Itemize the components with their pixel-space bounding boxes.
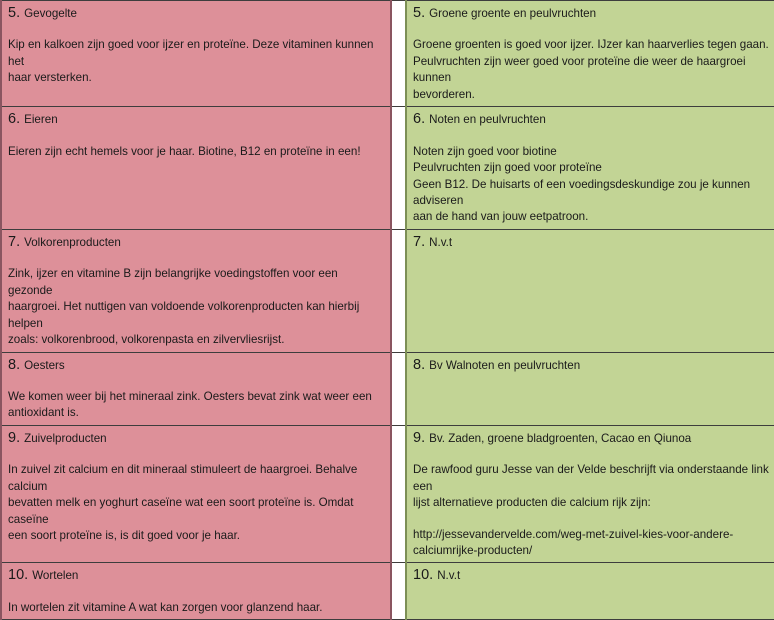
body-line: antioxidant is. xyxy=(8,406,79,420)
external-link[interactable] xyxy=(413,527,774,560)
body-line: De rawfood guru Jesse van der Velde beschrijft via onderstaande link een xyxy=(413,463,769,493)
body-line: We komen weer bij het mineraal zink. Oesters bevat zink wat weer een xyxy=(8,389,372,403)
table-cell-left xyxy=(1,1,391,107)
item-title: Zuivelproducten xyxy=(24,431,107,445)
table-cell-right xyxy=(406,1,774,107)
cell-heading xyxy=(413,356,774,374)
item-number: 5. xyxy=(413,5,430,21)
table-cell-left xyxy=(1,352,391,425)
table-row xyxy=(1,229,774,352)
body-line: haargroei. Het nuttigen van voldoende volkorenproducten kan hierbij helpen xyxy=(8,300,360,330)
body-line: bevorderen. xyxy=(413,87,475,101)
cell-heading xyxy=(413,233,774,251)
body-line: In wortelen zit vitamine A wat kan zorgen voor glanzend haar. xyxy=(8,600,323,614)
cell-body xyxy=(8,37,383,86)
body-line: Kip en kalkoen zijn goed voor ijzer en proteïne. Deze vitaminen kunnen het xyxy=(8,38,374,68)
body-line: haar versterken. xyxy=(8,71,92,85)
body-line: Zink, ijzer en vitamine B zijn belangrijke voedingstoffen voor een gezonde xyxy=(8,267,338,297)
item-title: Noten en peulvruchten xyxy=(429,113,546,127)
item-title: Bv. Zaden, groene bladgroenten, Cacao en Qiunoa xyxy=(429,431,692,445)
cell-heading xyxy=(8,356,383,374)
body-line: Peulvruchten zijn goed voor proteïne xyxy=(413,161,602,175)
body-line: Geen B12. De huisarts of een voedingsdeskundige zou je kunnen adviseren xyxy=(413,177,751,207)
body-line: lijst alternatieve producten die calcium rijk zijn: xyxy=(413,496,651,510)
spacer xyxy=(413,22,774,37)
item-title: Groene groente en peulvruchten xyxy=(429,7,597,20)
body-line: In zuivel zit calcium en dit mineraal stimuleert de haargroei. Behalve calcium xyxy=(8,463,358,493)
cell-body xyxy=(8,600,383,616)
item-title: N.v.t xyxy=(437,569,461,583)
column-gap xyxy=(391,229,406,352)
table-cell-right xyxy=(406,563,774,620)
table-cell-left xyxy=(1,229,391,352)
item-number: 9. xyxy=(413,429,430,446)
cell-body xyxy=(413,144,774,226)
table-row xyxy=(1,352,774,425)
link-line: http://jessevandervelde.com/weg-met-zuivel-kies-voor-andere- xyxy=(413,527,734,541)
cell-heading xyxy=(8,429,383,447)
spacer xyxy=(8,129,383,144)
body-line: Peulvruchten zijn weer goed voor proteïne die weer de haargroei kunnen xyxy=(413,54,746,85)
table-row xyxy=(1,1,774,107)
item-number: 9. xyxy=(8,429,25,446)
cell-body xyxy=(8,266,383,348)
spacer xyxy=(8,374,383,389)
spacer xyxy=(413,129,774,144)
item-number: 8. xyxy=(8,356,25,373)
cell-heading xyxy=(8,566,383,584)
table-cell-left xyxy=(1,107,391,230)
item-number: 7. xyxy=(8,233,25,250)
item-title: Oesters xyxy=(24,358,65,372)
item-title: Bv Walnoten en peulvruchten xyxy=(429,358,581,372)
body-line: Noten zijn goed voor biotine xyxy=(413,144,557,158)
item-number: 10. xyxy=(413,567,438,584)
item-title: N.v.t xyxy=(429,235,453,249)
spacer xyxy=(8,585,383,600)
cell-heading xyxy=(413,4,774,22)
cell-heading xyxy=(413,566,774,584)
item-title: Wortelen xyxy=(32,569,79,583)
body-line: bevatten melk en yoghurt caseïne wat een soort proteïne is. Omdat caseïne xyxy=(8,496,354,526)
table-cell-left xyxy=(1,563,391,620)
item-number: 8. xyxy=(413,356,430,373)
body-line: aan de hand van jouw eetpatroon. xyxy=(413,210,589,224)
cell-heading xyxy=(8,4,383,22)
cell-body xyxy=(8,462,383,544)
item-number: 6. xyxy=(8,111,25,128)
cell-body xyxy=(413,462,774,511)
table-cell-right xyxy=(406,425,774,563)
link-line: calciumrijke-producten/ xyxy=(413,544,533,558)
body-line: Eieren zijn echt hemels voor je haar. Biotine, B12 en proteïne in een! xyxy=(8,144,361,158)
spacer xyxy=(8,251,383,266)
table-cell-left xyxy=(1,425,391,563)
cell-heading xyxy=(8,233,383,251)
item-number: 5. xyxy=(8,5,25,21)
table-row xyxy=(1,107,774,230)
body-line: zoals: volkorenbrood, volkorenpasta en zilvervliesrijst. xyxy=(8,333,285,347)
column-gap xyxy=(391,563,406,620)
column-gap xyxy=(391,352,406,425)
table-cell-right xyxy=(406,352,774,425)
body-line: Groene groenten is goed voor ijzer. IJzer kan haarverlies tegen gaan. xyxy=(413,38,769,52)
table-row xyxy=(1,563,774,620)
table-cell-right xyxy=(406,107,774,230)
body-line: een soort proteïne is, is dit goed voor je haar. xyxy=(8,529,241,543)
item-number: 7. xyxy=(413,233,430,250)
column-gap xyxy=(391,1,406,107)
item-title: Gevogelte xyxy=(24,7,77,20)
item-title: Volkorenproducten xyxy=(24,235,121,249)
item-number: 6. xyxy=(413,111,430,128)
table-row xyxy=(1,425,774,563)
item-number: 10. xyxy=(8,567,33,584)
cell-body xyxy=(413,37,774,103)
spacer xyxy=(413,447,774,462)
table-cell-right xyxy=(406,229,774,352)
cell-heading xyxy=(413,110,774,128)
cell-body xyxy=(8,144,383,160)
cell-heading xyxy=(8,110,383,128)
item-title: Eieren xyxy=(24,113,58,127)
cell-heading xyxy=(413,429,774,447)
column-gap xyxy=(391,107,406,230)
spacer xyxy=(413,512,774,527)
column-gap xyxy=(391,425,406,563)
spacer xyxy=(8,447,383,462)
cell-body xyxy=(8,389,383,422)
spacer xyxy=(8,22,383,37)
table-body xyxy=(1,1,774,620)
